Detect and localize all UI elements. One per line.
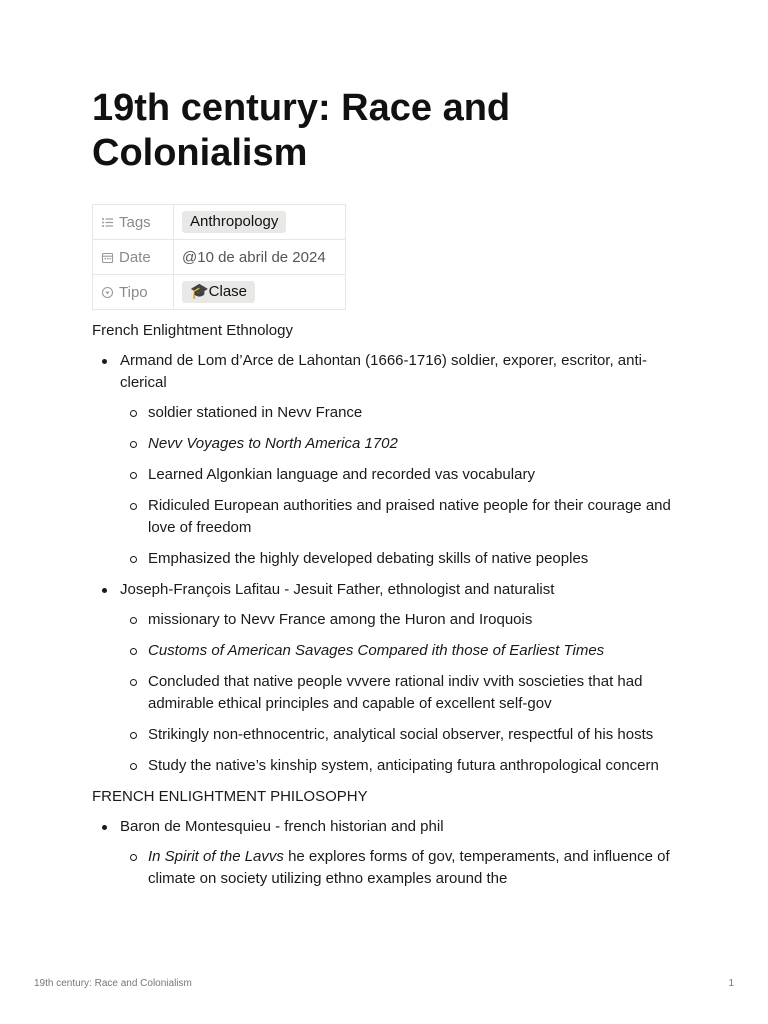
list-item [92, 816, 682, 890]
section-heading: FRENCH ENLIGHTMENT PHILOSOPHY [92, 788, 368, 805]
date-value[interactable]: @10 de abril de 2024 [182, 248, 326, 266]
property-value-cell[interactable] [174, 240, 346, 275]
sub-list-item: Ridiculed European authorities and praised native people for their courage and love of freedom [120, 495, 682, 539]
sub-list [120, 846, 682, 890]
page-title: 19th century: Race and Colonialism [92, 87, 511, 174]
sub-list-item: Concluded that native people vvvere rational indiv vvith soscieties that had admirable ethical principles and capable of excellent self-gov [120, 671, 682, 715]
sub-list-item: Strikingly non-ethnocentric, analytical social observer, respectful of his hosts [120, 724, 682, 746]
sub-list-item: Customs of American Savages Compared ith those of Earliest Times [120, 640, 682, 662]
tag-pill[interactable]: Anthropology [182, 211, 286, 233]
sub-list-item: missionary to Nevv France among the Huron and Iroquois [120, 609, 682, 631]
property-key-cell [93, 205, 174, 240]
sub-list-item [120, 846, 682, 890]
page-content [92, 320, 682, 899]
property-value-cell[interactable] [174, 205, 346, 240]
property-key-label: Tipo [119, 283, 148, 301]
sub-list [120, 402, 682, 570]
book-title: In Spirit of the Lavvs [148, 848, 284, 865]
property-key-cell [93, 275, 174, 310]
list-item-text: Armand de Lom d’Arce de Lahontan (1666-1716) soldier, exporer, escritor, anti-clerical [120, 352, 647, 391]
select-icon [101, 286, 115, 299]
list-item [92, 350, 682, 570]
property-key-label: Tags [119, 213, 151, 231]
sub-list-item: Nevv Voyages to North America 1702 [120, 433, 682, 455]
property-row-tags[interactable] [93, 205, 346, 240]
property-row-tipo[interactable] [93, 275, 346, 310]
properties-table [92, 204, 346, 310]
footer-document-title: 19th century: Race and Colonialism [34, 978, 192, 989]
sub-list [120, 609, 682, 777]
sub-list-item-text: he explores forms of gov, temperaments, and influence of climate on society utilizing ethno examples around the [148, 848, 670, 887]
bullet-list [92, 816, 682, 890]
footer-page-number: 1 [728, 978, 734, 989]
select-pill[interactable]: 🎓Clase [182, 281, 255, 303]
sub-list-item: Study the native’s kinship system, anticipating futura anthropological concern [120, 755, 682, 777]
sub-list-item: Learned Algonkian language and recorded vas vocabulary [120, 464, 682, 486]
sub-list-item: Emphasized the highly developed debating skills of native peoples [120, 548, 682, 570]
list-item-text: Joseph-François Lafitau - Jesuit Father, ethnologist and naturalist [120, 581, 555, 598]
list-item-text: Baron de Montesquieu - french historian and phil [120, 818, 444, 835]
list-icon [101, 216, 115, 229]
property-value-cell[interactable] [174, 275, 346, 310]
property-key-cell [93, 240, 174, 275]
property-key-label: Date [119, 248, 151, 266]
section-heading: French Enlightment Ethnology [92, 322, 293, 339]
property-row-date[interactable] [93, 240, 346, 275]
sub-list-item: soldier stationed in Nevv France [120, 402, 682, 424]
list-item [92, 579, 682, 777]
bullet-list [92, 350, 682, 777]
calendar-icon [101, 251, 115, 264]
